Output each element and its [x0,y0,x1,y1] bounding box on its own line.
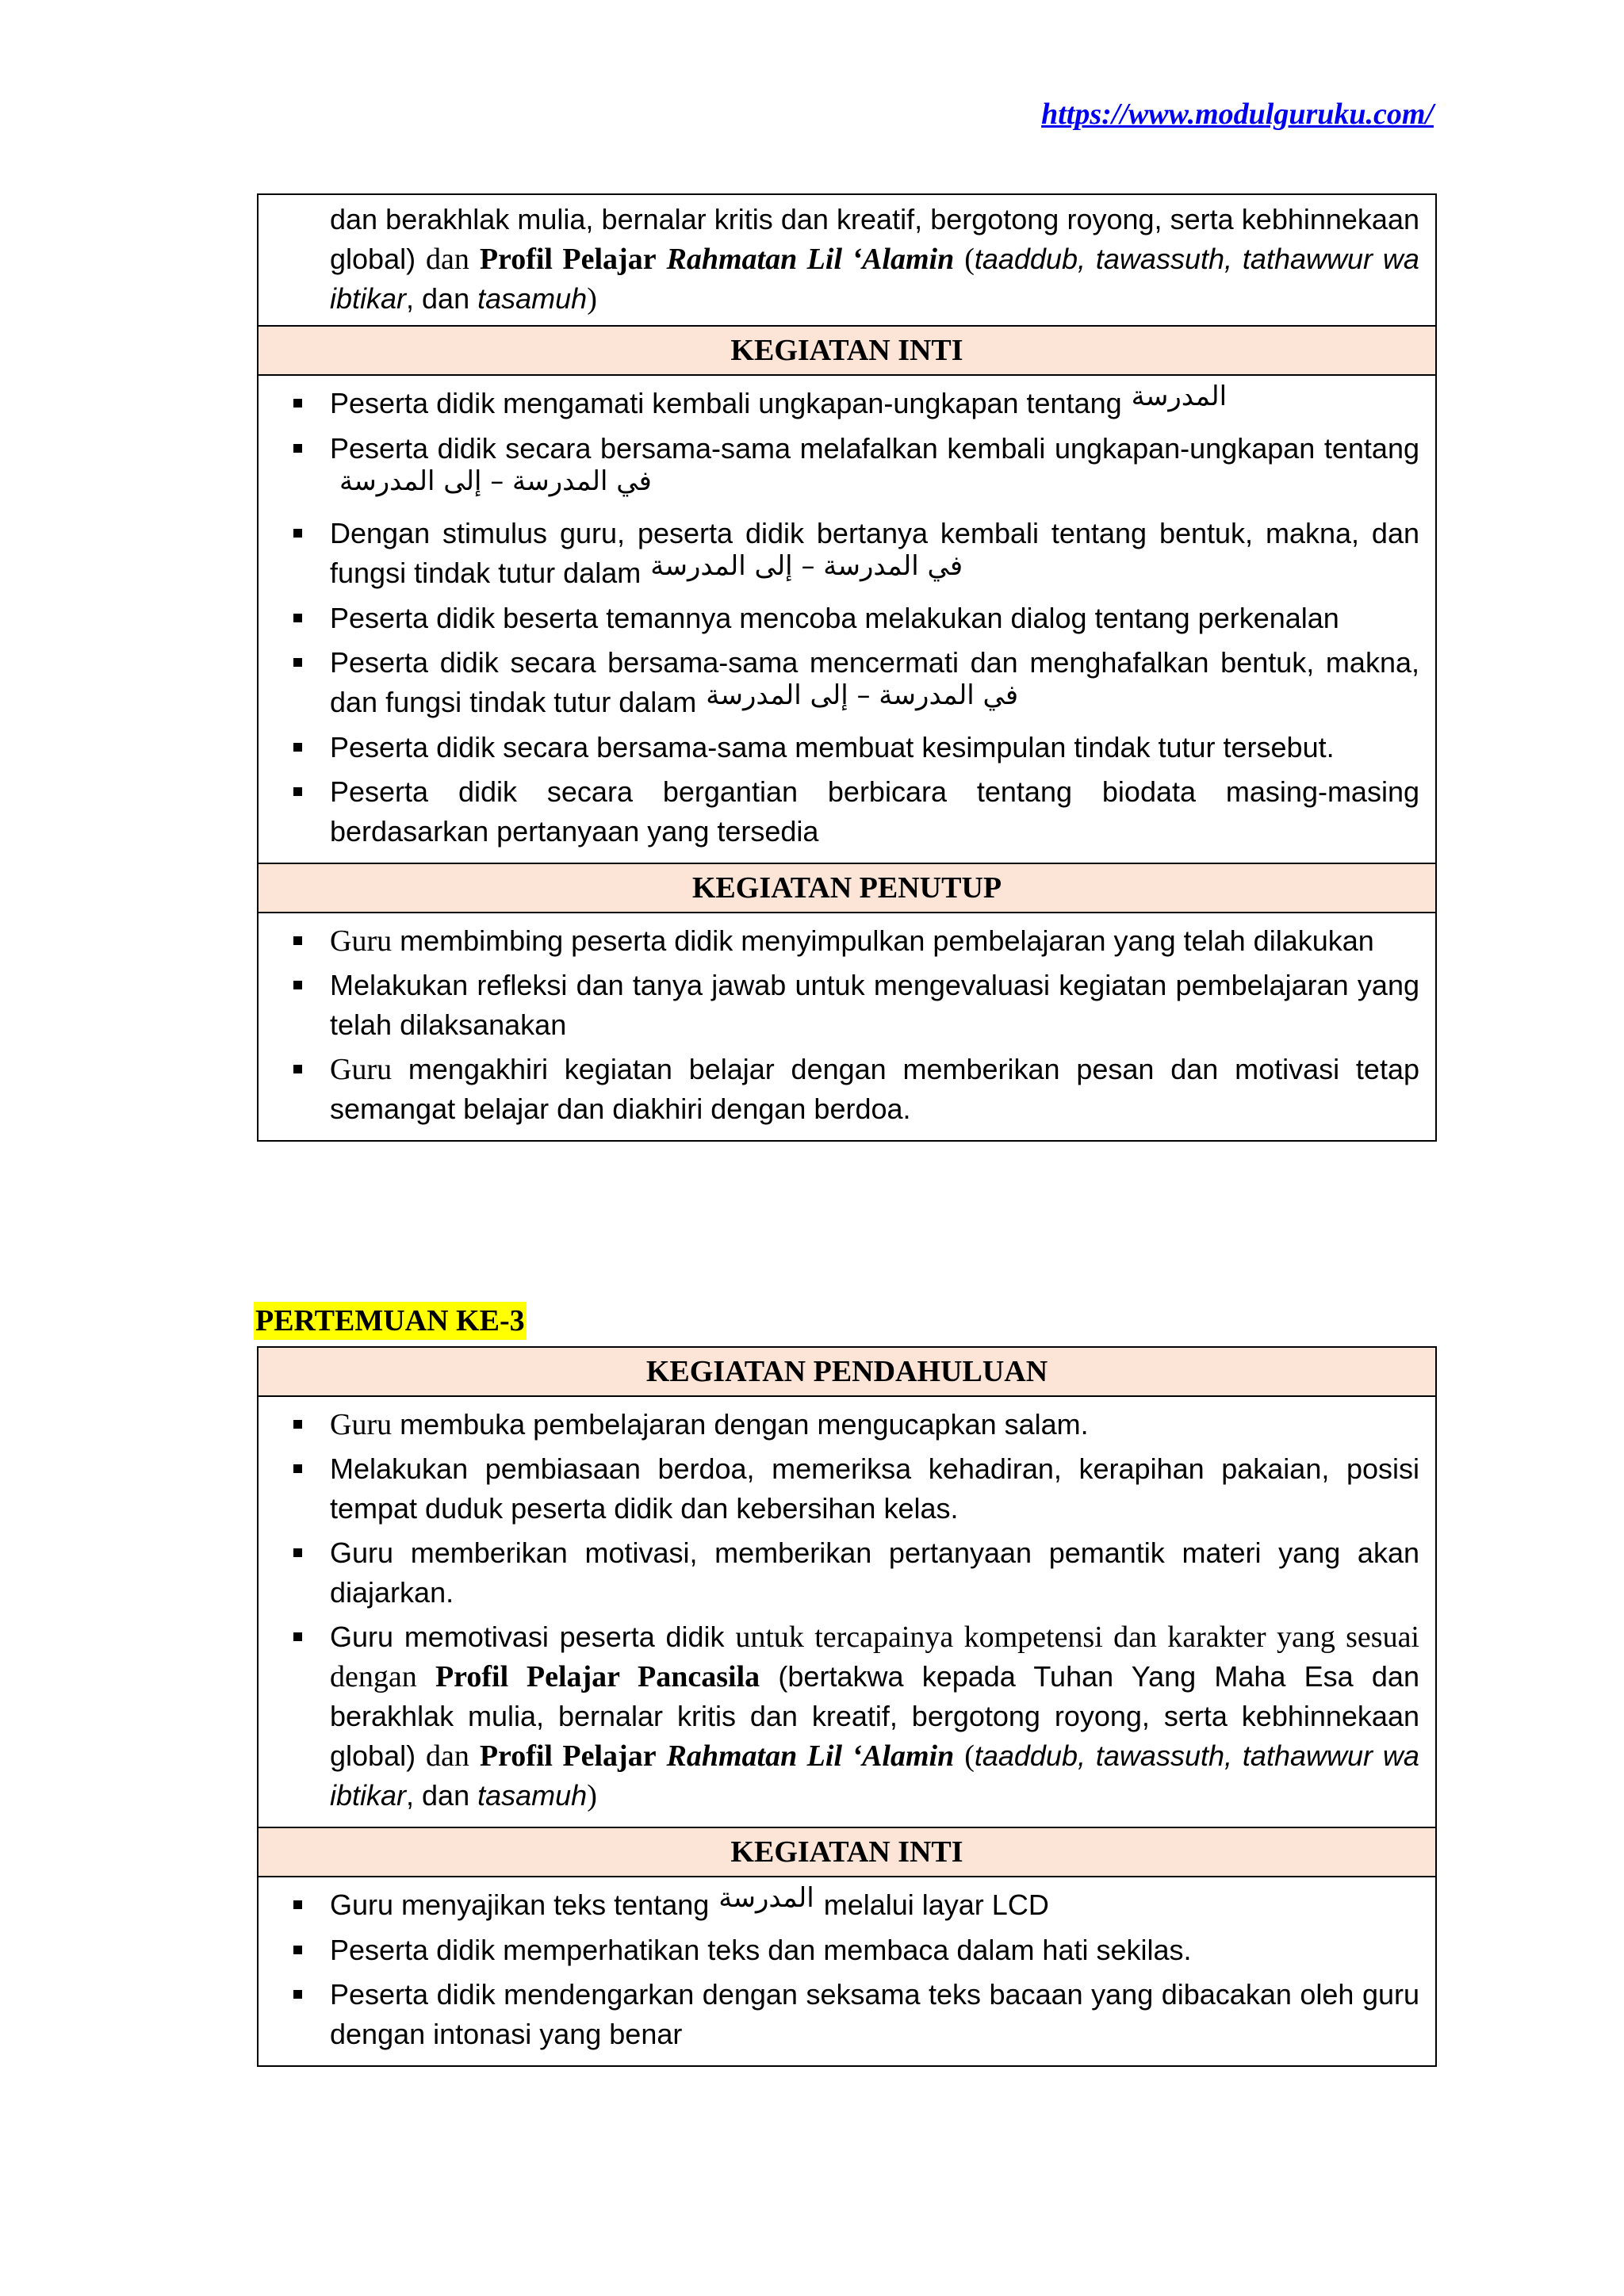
list-item: Peserta didik secara bersama-sama melafalkan kembali ungkapan-ungkapan tentangفي المدرسة – إلى المدرسة [274,429,1419,509]
square-bullet-icon [293,981,302,989]
list-item: Guru membimbing peserta didik menyimpulkan pembelajaran yang telah dilakukan [274,921,1419,961]
kegiatan-penutup-list [274,921,1419,1129]
list-item: Peserta didik secara bersama-sama membuat kesimpulan tindak tutur tersebut. [274,728,1419,767]
list-item: Guru memberikan motivasi, memberikan pertanyaan pemantik materi yang akan diajarkan. [274,1533,1419,1613]
kegiatan-inti-2-list [274,1882,1419,2054]
square-bullet-icon [293,1946,302,1954]
kegiatan-inti-cell [258,375,1436,863]
list-item: Peserta didik secara bersama-sama mencermati dan menghafalkan bentuk, makna, dan fungsi tindak tutur dalam في المدرسة – إلى المدرسة [274,643,1419,723]
section-header-kegiatan-inti: KEGIATAN INTI [258,326,1436,375]
square-bullet-icon [293,936,302,945]
arabic-text: في المدرسة – إلى المدرسة [339,465,652,497]
arabic-text: في المدرسة – إلى المدرسة [650,550,963,582]
list-item: Peserta didik mengamati kembali ungkapan-ungkapan tentang المدرسة [274,384,1419,424]
section-heading-pertemuan-3: PERTEMUAN KE-3 [254,1302,527,1340]
square-bullet-icon [293,1900,302,1909]
list-item: Melakukan pembiasaan berdoa, memeriksa kehadiran, kerapihan pakaian, posisi tempat duduk peserta didik dan kebersihan kelas. [274,1449,1419,1529]
list-item: Dengan stimulus guru, peserta didik bertanya kembali tentang bentuk, makna, dan fungsi tindak tutur dalam في المدرسة – إلى المدرسة [274,514,1419,594]
square-bullet-icon [293,1065,302,1073]
square-bullet-icon [293,529,302,538]
section-header-kegiatan-inti-2: KEGIATAN INTI [258,1827,1436,1877]
list-item: Melakukan refleksi dan tanya jawab untuk mengevaluasi kegiatan pembelajaran yang telah dilaksanakan [274,966,1419,1045]
activity-table-2 [257,1346,1437,2067]
kegiatan-inti-list [274,381,1419,851]
square-bullet-icon [293,743,302,752]
header-url-link[interactable]: https://www.modulguruku.com/ [1041,98,1434,131]
list-item: Guru mengakhiri kegiatan belajar dengan memberikan pesan dan motivasi tetap semangat belajar dan diakhiri dengan berdoa. [274,1050,1419,1129]
section-header-kegiatan-pendahuluan: KEGIATAN PENDAHULUAN [258,1347,1436,1396]
square-bullet-icon [293,787,302,796]
section-header-kegiatan-penutup: KEGIATAN PENUTUP [258,863,1436,913]
arabic-text: في المدرسة – إلى المدرسة [706,679,1019,711]
arabic-text: المدرسة [718,1882,814,1914]
list-item: Guru membuka pembelajaran dengan mengucapkan salam. [274,1405,1419,1445]
square-bullet-icon [293,1990,302,1999]
square-bullet-icon [293,444,302,453]
kegiatan-penutup-cell [258,913,1436,1141]
square-bullet-icon [293,658,302,667]
kegiatan-pendahuluan-cell [258,1396,1436,1827]
activity-table-1 [257,193,1437,1142]
list-item: Guru menyajikan teks tentang المدرسة melalui layar LCD [274,1885,1419,1926]
kegiatan-pendahuluan-list [274,1405,1419,1816]
square-bullet-icon [293,1548,302,1557]
kegiatan-inti-2-cell [258,1877,1436,2066]
list-item: Peserta didik mendengarkan dengan seksama teks bacaan yang dibacakan oleh guru dengan intonasi yang benar [274,1975,1419,2054]
square-bullet-icon [293,614,302,622]
intro-continuation-text: dan berakhlak mulia, bernalar kritis dan kreatif, bergotong royong, serta kebhinnekaan global) dan Profil Pelajar Rahmatan Lil ‘Alamin (taaddub, tawassuth, tathawwur wa ibtikar, dan tasamuh) [330,203,1419,316]
list-item: Peserta didik secara bergantian berbicara tentang biodata masing-masing berdasarkan pertanyaan yang tersedia [274,772,1419,851]
square-bullet-icon [293,1632,302,1641]
square-bullet-icon [293,1464,302,1473]
arabic-text: المدرسة [1131,381,1228,412]
square-bullet-icon [293,399,302,408]
square-bullet-icon [293,1420,302,1429]
intro-continuation-cell [258,194,1436,326]
list-item: Peserta didik beserta temannya mencoba melakukan dialog tentang perkenalan [274,599,1419,638]
list-item: Peserta didik memperhatikan teks dan membaca dalam hati sekilas. [274,1931,1419,1970]
list-item: Guru memotivasi peserta didik untuk tercapainya kompetensi dan karakter yang sesuai dengan Profil Pelajar Pancasila (bertakwa kepada Tuhan Yang Maha Esa dan berakhlak mulia, bernalar kritis dan kreatif, bergotong royong, serta kebhinnekaan global) dan Profil Pelajar Rahmatan Lil ‘Alamin (taaddub, tawassuth, tathawwur wa ibtikar, dan tasamuh) [274,1617,1419,1816]
